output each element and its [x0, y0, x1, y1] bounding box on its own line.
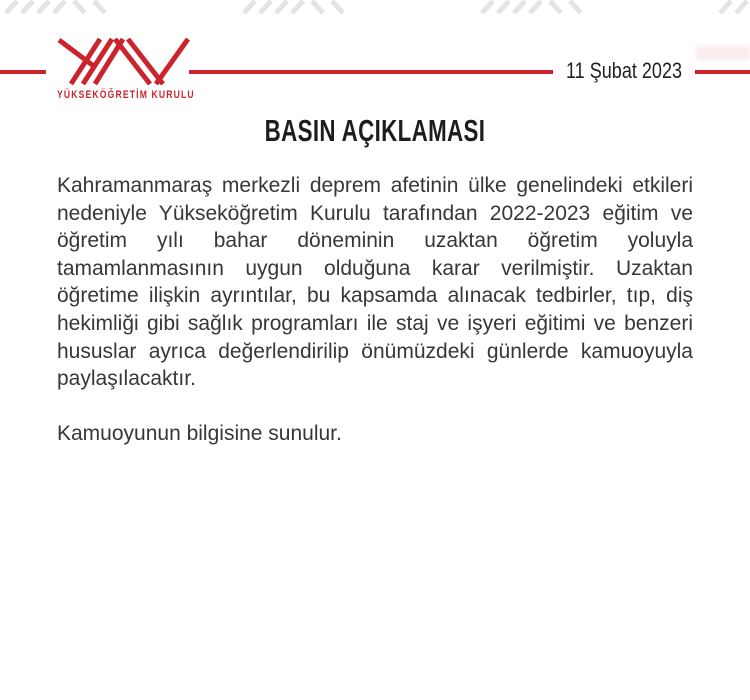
press-release-title: BASIN AÇIKLAMASI [264, 113, 486, 148]
press-release-body [57, 172, 693, 447]
watermark-smudge [696, 46, 750, 60]
header-rule-right [695, 70, 750, 74]
release-date: 11 Şubat 2023 [565, 58, 683, 83]
yok-logo [57, 38, 195, 101]
closing-paragraph: Kamuoyunun bilgisine sunulur. [57, 421, 342, 445]
header-rule-middle [189, 70, 553, 74]
top-watermark-pattern [0, 0, 750, 14]
header-rule-left [0, 70, 46, 74]
body-paragraph: Kahramanmaraş merkezli deprem afetinin ülke genelindeki etkileri nedeniyle Yükseköğretim Kurulu tarafından 2022-2023 eğitim ve öğretim yılı bahar döneminin uzaktan öğretim yoluyla tamamlanmasının uygun olduğuna karar verilmiştir. Uzaktan öğretime ilişkin ayrıntılar, bu kapsamda alınacak tedbirler, tıp, diş hekimliği gibi sağlık programları ile staj ve işyeri eğitimi ve benzeri hususlar ayrıca değerlendirilip önümüzdeki günlerde kamuoyuyla paylaşılacaktır. [57, 174, 693, 391]
yok-logo-mark-icon [57, 38, 190, 85]
logo-wordmark: YÜKSEKÖĞRETİM KURULU [57, 89, 195, 101]
